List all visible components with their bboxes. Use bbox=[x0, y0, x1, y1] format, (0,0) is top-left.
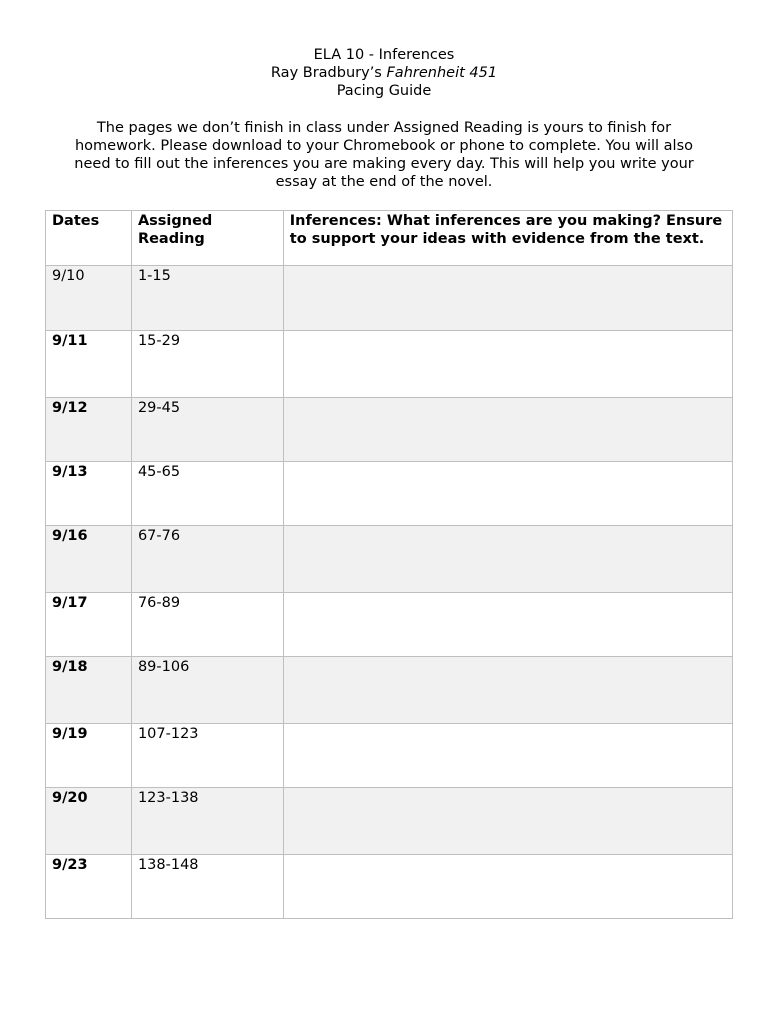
inference-cell[interactable] bbox=[283, 526, 732, 593]
reading-cell: 89-106 bbox=[131, 657, 283, 724]
reading-cell: 15-29 bbox=[131, 331, 283, 398]
course-title: ELA 10 - Inferences bbox=[313, 47, 455, 63]
inference-cell[interactable] bbox=[283, 657, 732, 724]
date-cell: 9/17 bbox=[46, 593, 132, 657]
date-cell: 9/18 bbox=[46, 657, 132, 724]
date-cell: 9/10 bbox=[46, 266, 132, 331]
table-row bbox=[46, 593, 733, 657]
table-header-row bbox=[46, 211, 733, 266]
reading-cell: 123-138 bbox=[131, 788, 283, 855]
table-row bbox=[46, 526, 733, 593]
book-title: Fahrenheit 451 bbox=[386, 65, 498, 81]
reading-cell: 138-148 bbox=[131, 855, 283, 919]
intro-paragraph: The pages we don’t finish in class under Assigned Reading is yours to finish for homework. Please download to your Chromebook or phone to complete. You will also need to fill out the inferences you are making every day. This will help you write your essay at the end of the novel. bbox=[74, 120, 694, 190]
inference-cell[interactable] bbox=[283, 266, 732, 331]
reading-cell: 107-123 bbox=[131, 724, 283, 788]
table-row bbox=[46, 724, 733, 788]
table-row bbox=[46, 462, 733, 526]
reading-cell: 1-15 bbox=[131, 266, 283, 331]
date-cell: 9/23 bbox=[46, 855, 132, 919]
inference-cell[interactable] bbox=[283, 855, 732, 919]
column-header-inferences: Inferences: What inferences are you making? Ensure to support your ideas with evidence from the text. bbox=[283, 211, 732, 266]
table-row bbox=[46, 266, 733, 331]
reading-cell: 45-65 bbox=[131, 462, 283, 526]
inference-cell[interactable] bbox=[283, 593, 732, 657]
reading-cell: 67-76 bbox=[131, 526, 283, 593]
reading-cell: 29-45 bbox=[131, 398, 283, 462]
pacing-table bbox=[45, 210, 733, 919]
inference-cell[interactable] bbox=[283, 462, 732, 526]
table-row bbox=[46, 398, 733, 462]
date-cell: 9/12 bbox=[46, 398, 132, 462]
document-header bbox=[0, 46, 768, 100]
date-cell: 9/20 bbox=[46, 788, 132, 855]
table-row bbox=[46, 331, 733, 398]
date-cell: 9/16 bbox=[46, 526, 132, 593]
date-cell: 9/19 bbox=[46, 724, 132, 788]
table-row bbox=[46, 855, 733, 919]
author-prefix: Ray Bradbury’s bbox=[270, 65, 387, 81]
document-subtitle: Pacing Guide bbox=[336, 83, 432, 99]
book-line bbox=[0, 64, 768, 82]
column-header-dates: Dates bbox=[46, 211, 132, 266]
inference-cell[interactable] bbox=[283, 724, 732, 788]
table-row bbox=[46, 657, 733, 724]
date-cell: 9/11 bbox=[46, 331, 132, 398]
table-row bbox=[46, 788, 733, 855]
column-header-assigned-reading: Assigned Reading bbox=[131, 211, 283, 266]
inference-cell[interactable] bbox=[283, 331, 732, 398]
inference-cell[interactable] bbox=[283, 788, 732, 855]
inference-cell[interactable] bbox=[283, 398, 732, 462]
date-cell: 9/13 bbox=[46, 462, 132, 526]
reading-cell: 76-89 bbox=[131, 593, 283, 657]
